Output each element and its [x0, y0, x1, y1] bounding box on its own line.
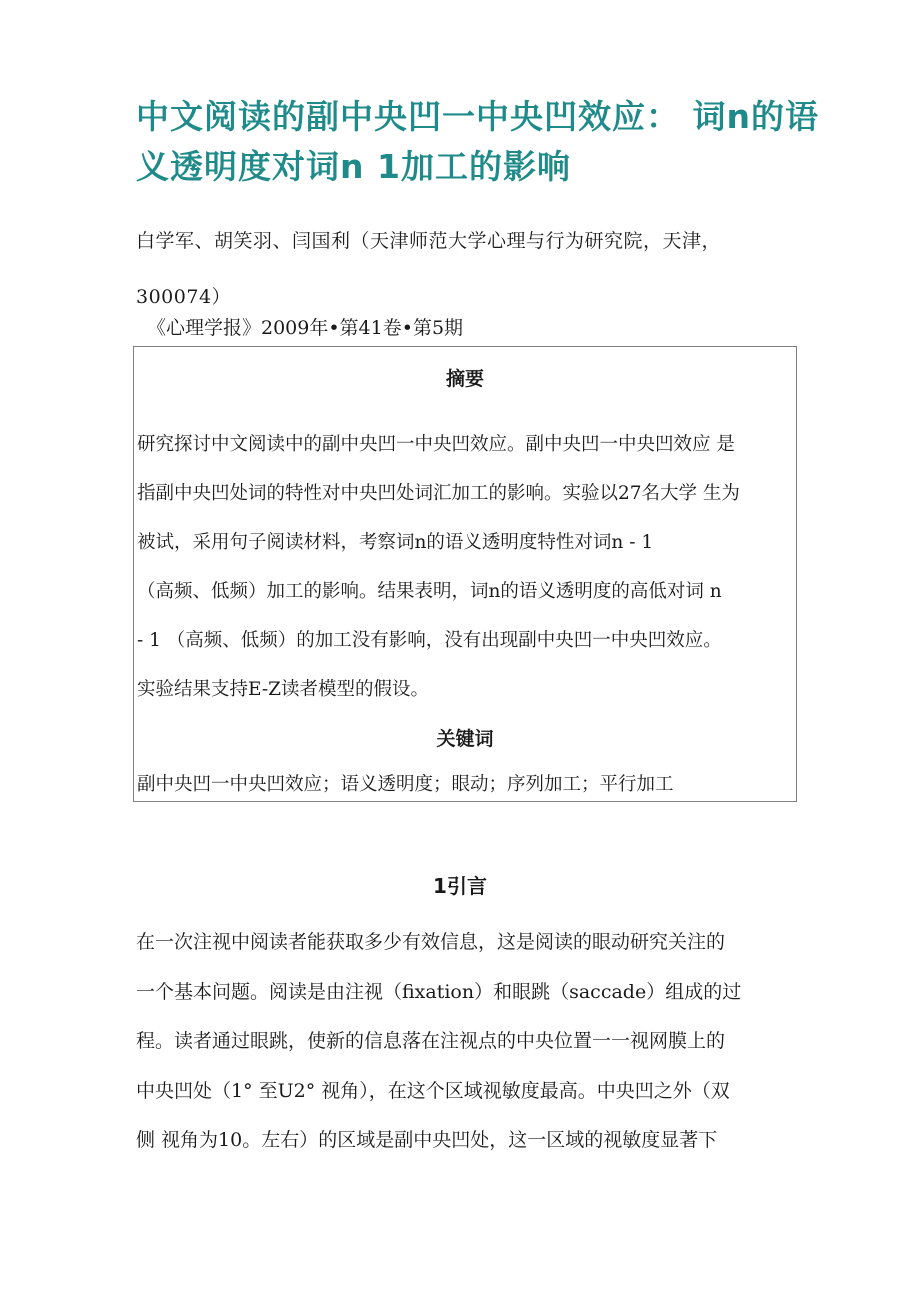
- abstract-line: 研究探讨中文阅读中的副中央凹一中央凹效应。副中央凹一中央凹效应 是: [137, 434, 735, 455]
- introduction-text: [136, 918, 796, 1166]
- paragraph-line: 中央凹处（1° 至U2° 视角），在这个区域视敏度最高。中央凹之外（双: [136, 1079, 730, 1102]
- title-line-1: 中文阅读的副中央凹一中央凹效应： 词n的语: [136, 97, 819, 136]
- abstract-line: 实验结果支持E-Z读者模型的假设。: [137, 679, 429, 700]
- abstract-line: 指副中央凹处词的特性对中央凹处词汇加工的影响。实验以27名大学 生为: [137, 483, 740, 504]
- paragraph-line: 在一次注视中阅读者能获取多少有效信息，这是阅读的眼动研究关注的: [136, 931, 726, 953]
- keywords-heading: 关键词: [436, 728, 494, 750]
- paragraph-line: 程。读者通过眼跳，使新的信息落在注视点的中央位置一一视网膜上的: [136, 1030, 726, 1052]
- authors-line-1: 白学军、胡笑羽、闫国利（天津师范大学心理与行为研究院，天津，: [136, 230, 722, 252]
- paragraph-line: 侧 视角为10。左右）的区域是副中央凹处，这一区域的视敏度显著下: [136, 1129, 718, 1151]
- abstract-line: （高频、低频）加工的影响。结果表明，词n的语义透明度的高低对词 n: [137, 581, 722, 602]
- abstract-box: [133, 346, 797, 802]
- authors-line-2: 300074）: [136, 286, 232, 308]
- abstract-heading: 摘要: [445, 368, 484, 390]
- keywords-text: 副中央凹一中央凹效应；语义透明度；眼动；序列加工；平行加工: [137, 774, 674, 795]
- abstract-line: 被试，采用句子阅读材料，考察词n的语义透明度特性对词n - 1: [137, 532, 654, 553]
- abstract-text: [137, 420, 797, 714]
- journal-citation: 《心理学报》2009年•第41卷•第5期: [147, 317, 464, 339]
- abstract-line: - 1 （高频、低频）的加工没有影响，没有出现副中央凹一中央凹效应。: [137, 630, 722, 651]
- article-title: [136, 92, 819, 192]
- paragraph-line: 一个基本问题。阅读是由注视（fixation）和眼跳（saccade）组成的过: [136, 980, 742, 1003]
- author-affiliation: [136, 213, 796, 325]
- title-line-2: 义透明度对词n 1加工的影响: [136, 147, 571, 186]
- section-heading-introduction: 1引言: [433, 874, 487, 898]
